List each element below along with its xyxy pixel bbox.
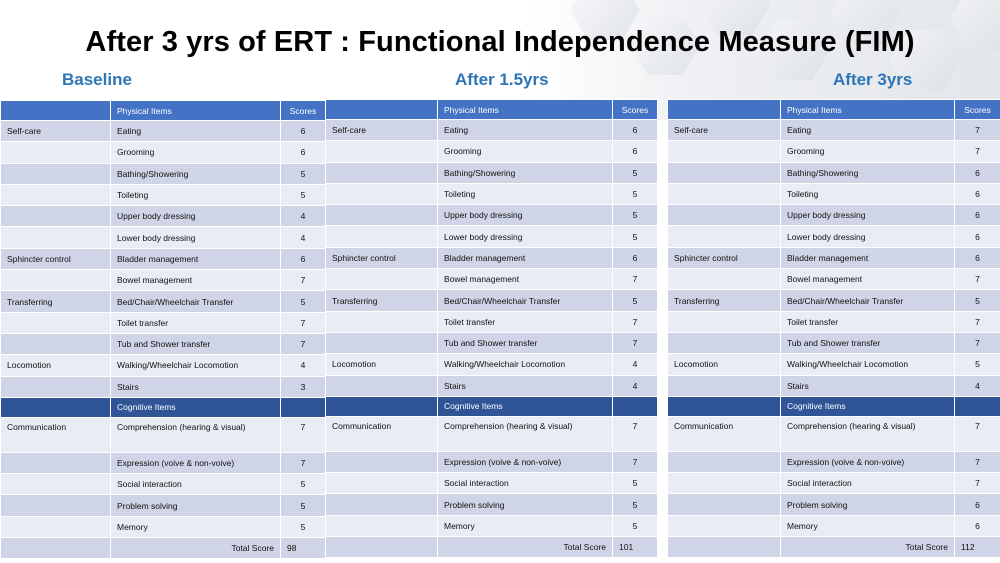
item-score: 7 (955, 120, 1000, 141)
header-physical-items: Physical Items (781, 100, 955, 120)
item-score: 6 (281, 142, 326, 163)
table-row (668, 183, 1000, 204)
table-row (668, 515, 1000, 536)
category-cell: Self-care (1, 121, 111, 142)
item-score: 7 (613, 332, 658, 353)
item-score: 6 (955, 162, 1000, 183)
item-score: 6 (281, 248, 326, 269)
table-row (1, 495, 326, 516)
item-score: 7 (281, 333, 326, 354)
category-cell (668, 515, 781, 536)
item-score: 6 (613, 247, 658, 268)
table-row (1, 163, 326, 184)
total-score-label: Total Score (438, 537, 613, 558)
item-score: 6 (955, 205, 1000, 226)
item-score: 6 (955, 247, 1000, 268)
table-row (326, 162, 658, 183)
item-score: 5 (613, 290, 658, 311)
table-row (326, 247, 658, 268)
item-score: 4 (281, 206, 326, 227)
item-score: 7 (613, 269, 658, 290)
item-score: 5 (613, 226, 658, 247)
table-row (326, 451, 658, 472)
total-score-value: 101 (613, 537, 658, 558)
item-name: Upper body dressing (781, 205, 955, 226)
total-score-value: 98 (281, 538, 326, 559)
item-score: 6 (955, 183, 1000, 204)
category-cell (1, 516, 111, 537)
header-physical-items: Physical Items (438, 100, 613, 120)
item-name: Upper body dressing (111, 206, 281, 227)
item-name: Comprehension (hearing & visual) (111, 417, 281, 452)
item-name: Memory (111, 516, 281, 537)
category-cell (668, 269, 781, 290)
category-cell: Sphincter control (668, 247, 781, 268)
item-name: Bed/Chair/Wheelchair Transfer (111, 291, 281, 312)
total-score-value: 112 (955, 537, 1000, 558)
item-score: 4 (613, 354, 658, 375)
category-cell (668, 311, 781, 332)
item-name: Memory (781, 515, 955, 536)
category-cell: Transferring (326, 290, 438, 311)
header-scores: Scores (281, 101, 326, 121)
item-score: 4 (281, 227, 326, 248)
category-cell (668, 141, 781, 162)
table-row (668, 451, 1000, 472)
item-name: Bathing/Showering (781, 162, 955, 183)
category-cell (1, 163, 111, 184)
item-score: 5 (281, 291, 326, 312)
cognitive-header-row (668, 396, 1000, 416)
header-physical-items: Physical Items (111, 101, 281, 121)
item-name: Walking/Wheelchair Locomotion (781, 354, 955, 375)
item-score: 5 (281, 163, 326, 184)
table-row (1, 312, 326, 333)
item-name: Grooming (438, 141, 613, 162)
item-name: Bed/Chair/Wheelchair Transfer (438, 290, 613, 311)
header-category-cell (326, 100, 438, 120)
item-score: 4 (955, 375, 1000, 396)
item-name: Walking/Wheelchair Locomotion (438, 354, 613, 375)
item-name: Toileting (111, 184, 281, 205)
cognitive-score-cell (281, 397, 326, 417)
category-cell (1, 495, 111, 516)
table-row (1, 121, 326, 142)
category-cell (1, 333, 111, 354)
item-name: Social interaction (781, 473, 955, 494)
item-score: 5 (613, 162, 658, 183)
category-cell (326, 226, 438, 247)
item-score: 5 (955, 290, 1000, 311)
category-cell: Self-care (326, 120, 438, 141)
item-score: 6 (613, 120, 658, 141)
total-empty-cell (668, 537, 781, 558)
table-row (326, 473, 658, 494)
category-cell (668, 162, 781, 183)
category-cell (668, 473, 781, 494)
total-row (1, 538, 326, 559)
table-row (326, 354, 658, 375)
cognitive-header-row (326, 396, 658, 416)
cognitive-category-cell (326, 396, 438, 416)
item-score: 4 (281, 355, 326, 376)
category-cell (1, 474, 111, 495)
table-row (326, 141, 658, 162)
table-row (1, 248, 326, 269)
period-label-1-5yrs: After 1.5yrs (455, 70, 549, 89)
table-row (668, 141, 1000, 162)
item-name: Toilet transfer (438, 311, 613, 332)
item-name: Stairs (111, 376, 281, 397)
total-empty-cell (326, 537, 438, 558)
item-score: 4 (613, 375, 658, 396)
category-cell (668, 494, 781, 515)
item-name: Social interaction (111, 474, 281, 495)
category-cell: Locomotion (1, 355, 111, 376)
header-scores: Scores (955, 100, 1000, 120)
period-label-3yrs: After 3yrs (833, 70, 913, 89)
total-row (326, 537, 658, 558)
item-name: Upper body dressing (438, 205, 613, 226)
item-name: Bowel management (781, 269, 955, 290)
table-row (1, 291, 326, 312)
table-row (326, 416, 658, 451)
item-name: Bladder management (111, 248, 281, 269)
item-score: 5 (613, 183, 658, 204)
category-cell (1, 206, 111, 227)
item-score: 7 (613, 311, 658, 332)
item-name: Bed/Chair/Wheelchair Transfer (781, 290, 955, 311)
slide-title: After 3 yrs of ERT : Functional Independence Measure (FIM) (85, 26, 915, 58)
header-cognitive-items: Cognitive Items (438, 396, 613, 416)
item-score: 7 (955, 473, 1000, 494)
table-row (326, 375, 658, 396)
total-row (668, 537, 1000, 558)
total-score-label: Total Score (111, 538, 281, 559)
item-name: Bladder management (438, 247, 613, 268)
period-label-baseline: Baseline (62, 70, 132, 89)
table-row (326, 183, 658, 204)
table-row (326, 290, 658, 311)
category-cell (326, 451, 438, 472)
category-cell: Transferring (668, 290, 781, 311)
item-score: 7 (281, 417, 326, 452)
table-row (326, 120, 658, 141)
item-name: Toileting (438, 183, 613, 204)
table-row (326, 515, 658, 536)
item-name: Tub and Shower transfer (438, 332, 613, 353)
table-row (668, 269, 1000, 290)
category-cell: Locomotion (326, 354, 438, 375)
item-name: Memory (438, 515, 613, 536)
table-row (1, 142, 326, 163)
table-row (1, 452, 326, 473)
category-cell (326, 515, 438, 536)
item-name: Eating (781, 120, 955, 141)
item-score: 6 (955, 226, 1000, 247)
category-cell (1, 376, 111, 397)
table-row (668, 162, 1000, 183)
table-row (1, 376, 326, 397)
fim-table-1 (325, 99, 658, 558)
table-row (668, 205, 1000, 226)
item-name: Grooming (781, 141, 955, 162)
table-row (668, 311, 1000, 332)
cognitive-category-cell (1, 397, 111, 417)
table-row (326, 332, 658, 353)
item-score: 7 (281, 312, 326, 333)
item-name: Bathing/Showering (438, 162, 613, 183)
table-row (668, 290, 1000, 311)
item-name: Bowel management (438, 269, 613, 290)
category-cell (1, 142, 111, 163)
item-score: 7 (955, 269, 1000, 290)
item-name: Walking/Wheelchair Locomotion (111, 355, 281, 376)
category-cell (326, 269, 438, 290)
item-score: 7 (955, 332, 1000, 353)
header-category-cell (1, 101, 111, 121)
item-score: 7 (281, 270, 326, 291)
table-row (668, 120, 1000, 141)
item-name: Eating (438, 120, 613, 141)
item-name: Lower body dressing (781, 226, 955, 247)
table-row (1, 333, 326, 354)
item-score: 5 (955, 354, 1000, 375)
header-cognitive-items: Cognitive Items (111, 397, 281, 417)
item-name: Tub and Shower transfer (781, 332, 955, 353)
item-name: Expression (voive & non-voive) (438, 451, 613, 472)
item-name: Lower body dressing (438, 226, 613, 247)
table-row (326, 269, 658, 290)
table-row (326, 226, 658, 247)
category-cell: Communication (1, 417, 111, 452)
header-row (1, 101, 326, 121)
item-score: 6 (955, 515, 1000, 536)
category-cell (668, 205, 781, 226)
category-cell (326, 205, 438, 226)
category-cell: Communication (668, 416, 781, 451)
item-score: 5 (613, 515, 658, 536)
table-row (1, 184, 326, 205)
table-row (668, 473, 1000, 494)
category-cell (326, 332, 438, 353)
item-score: 3 (281, 376, 326, 397)
item-score: 7 (281, 452, 326, 473)
table-row (668, 226, 1000, 247)
item-name: Problem solving (438, 494, 613, 515)
header-row (326, 100, 658, 120)
category-cell: Transferring (1, 291, 111, 312)
category-cell: Sphincter control (326, 247, 438, 268)
category-cell (668, 332, 781, 353)
table-row (1, 206, 326, 227)
category-cell (668, 375, 781, 396)
item-name: Tub and Shower transfer (111, 333, 281, 354)
category-cell: Communication (326, 416, 438, 451)
item-score: 7 (955, 311, 1000, 332)
table-row (1, 516, 326, 537)
category-cell (668, 183, 781, 204)
item-name: Expression (voive & non-voive) (111, 452, 281, 473)
item-score: 5 (281, 516, 326, 537)
item-score: 5 (613, 494, 658, 515)
table-row (668, 416, 1000, 451)
table-row (668, 354, 1000, 375)
category-cell (326, 375, 438, 396)
table-row (668, 332, 1000, 353)
table-row (668, 494, 1000, 515)
item-score: 7 (613, 451, 658, 472)
table-row (326, 494, 658, 515)
table-row (668, 375, 1000, 396)
item-score: 5 (281, 474, 326, 495)
table-row (1, 270, 326, 291)
item-name: Bowel management (111, 270, 281, 291)
table-row (1, 227, 326, 248)
total-score-label: Total Score (781, 537, 955, 558)
category-cell (668, 451, 781, 472)
item-name: Toileting (781, 183, 955, 204)
item-score: 5 (613, 473, 658, 494)
item-score: 6 (955, 494, 1000, 515)
category-cell (326, 141, 438, 162)
header-row (668, 100, 1000, 120)
category-cell: Self-care (668, 120, 781, 141)
table-row (668, 247, 1000, 268)
fim-table-2 (667, 99, 1000, 558)
category-cell (326, 473, 438, 494)
table-row (1, 417, 326, 452)
item-name: Problem solving (781, 494, 955, 515)
item-name: Bladder management (781, 247, 955, 268)
item-name: Expression (voive & non-voive) (781, 451, 955, 472)
total-empty-cell (1, 538, 111, 559)
category-cell (1, 452, 111, 473)
item-name: Toilet transfer (781, 311, 955, 332)
table-row (1, 355, 326, 376)
item-name: Stairs (438, 375, 613, 396)
category-cell (1, 270, 111, 291)
item-name: Stairs (781, 375, 955, 396)
category-cell (326, 494, 438, 515)
category-cell (1, 312, 111, 333)
item-name: Eating (111, 121, 281, 142)
cognitive-category-cell (668, 396, 781, 416)
category-cell (326, 162, 438, 183)
cognitive-header-row (1, 397, 326, 417)
header-category-cell (668, 100, 781, 120)
header-cognitive-items: Cognitive Items (781, 396, 955, 416)
category-cell (668, 226, 781, 247)
item-score: 5 (281, 495, 326, 516)
item-score: 6 (281, 121, 326, 142)
item-score: 5 (613, 205, 658, 226)
item-score: 7 (955, 451, 1000, 472)
category-cell (1, 227, 111, 248)
cognitive-score-cell (955, 396, 1000, 416)
category-cell (1, 184, 111, 205)
item-score: 7 (613, 416, 658, 451)
item-name: Problem solving (111, 495, 281, 516)
header-scores: Scores (613, 100, 658, 120)
item-score: 7 (955, 141, 1000, 162)
category-cell: Sphincter control (1, 248, 111, 269)
category-cell: Locomotion (668, 354, 781, 375)
item-name: Comprehension (hearing & visual) (438, 416, 613, 451)
item-score: 7 (955, 416, 1000, 451)
item-name: Lower body dressing (111, 227, 281, 248)
table-row (326, 311, 658, 332)
item-name: Comprehension (hearing & visual) (781, 416, 955, 451)
item-score: 5 (281, 184, 326, 205)
category-cell (326, 311, 438, 332)
item-name: Social interaction (438, 473, 613, 494)
item-name: Grooming (111, 142, 281, 163)
item-name: Bathing/Showering (111, 163, 281, 184)
item-name: Toilet transfer (111, 312, 281, 333)
table-row (326, 205, 658, 226)
item-score: 6 (613, 141, 658, 162)
cognitive-score-cell (613, 396, 658, 416)
table-row (1, 474, 326, 495)
fim-table-0 (0, 100, 326, 559)
category-cell (326, 183, 438, 204)
